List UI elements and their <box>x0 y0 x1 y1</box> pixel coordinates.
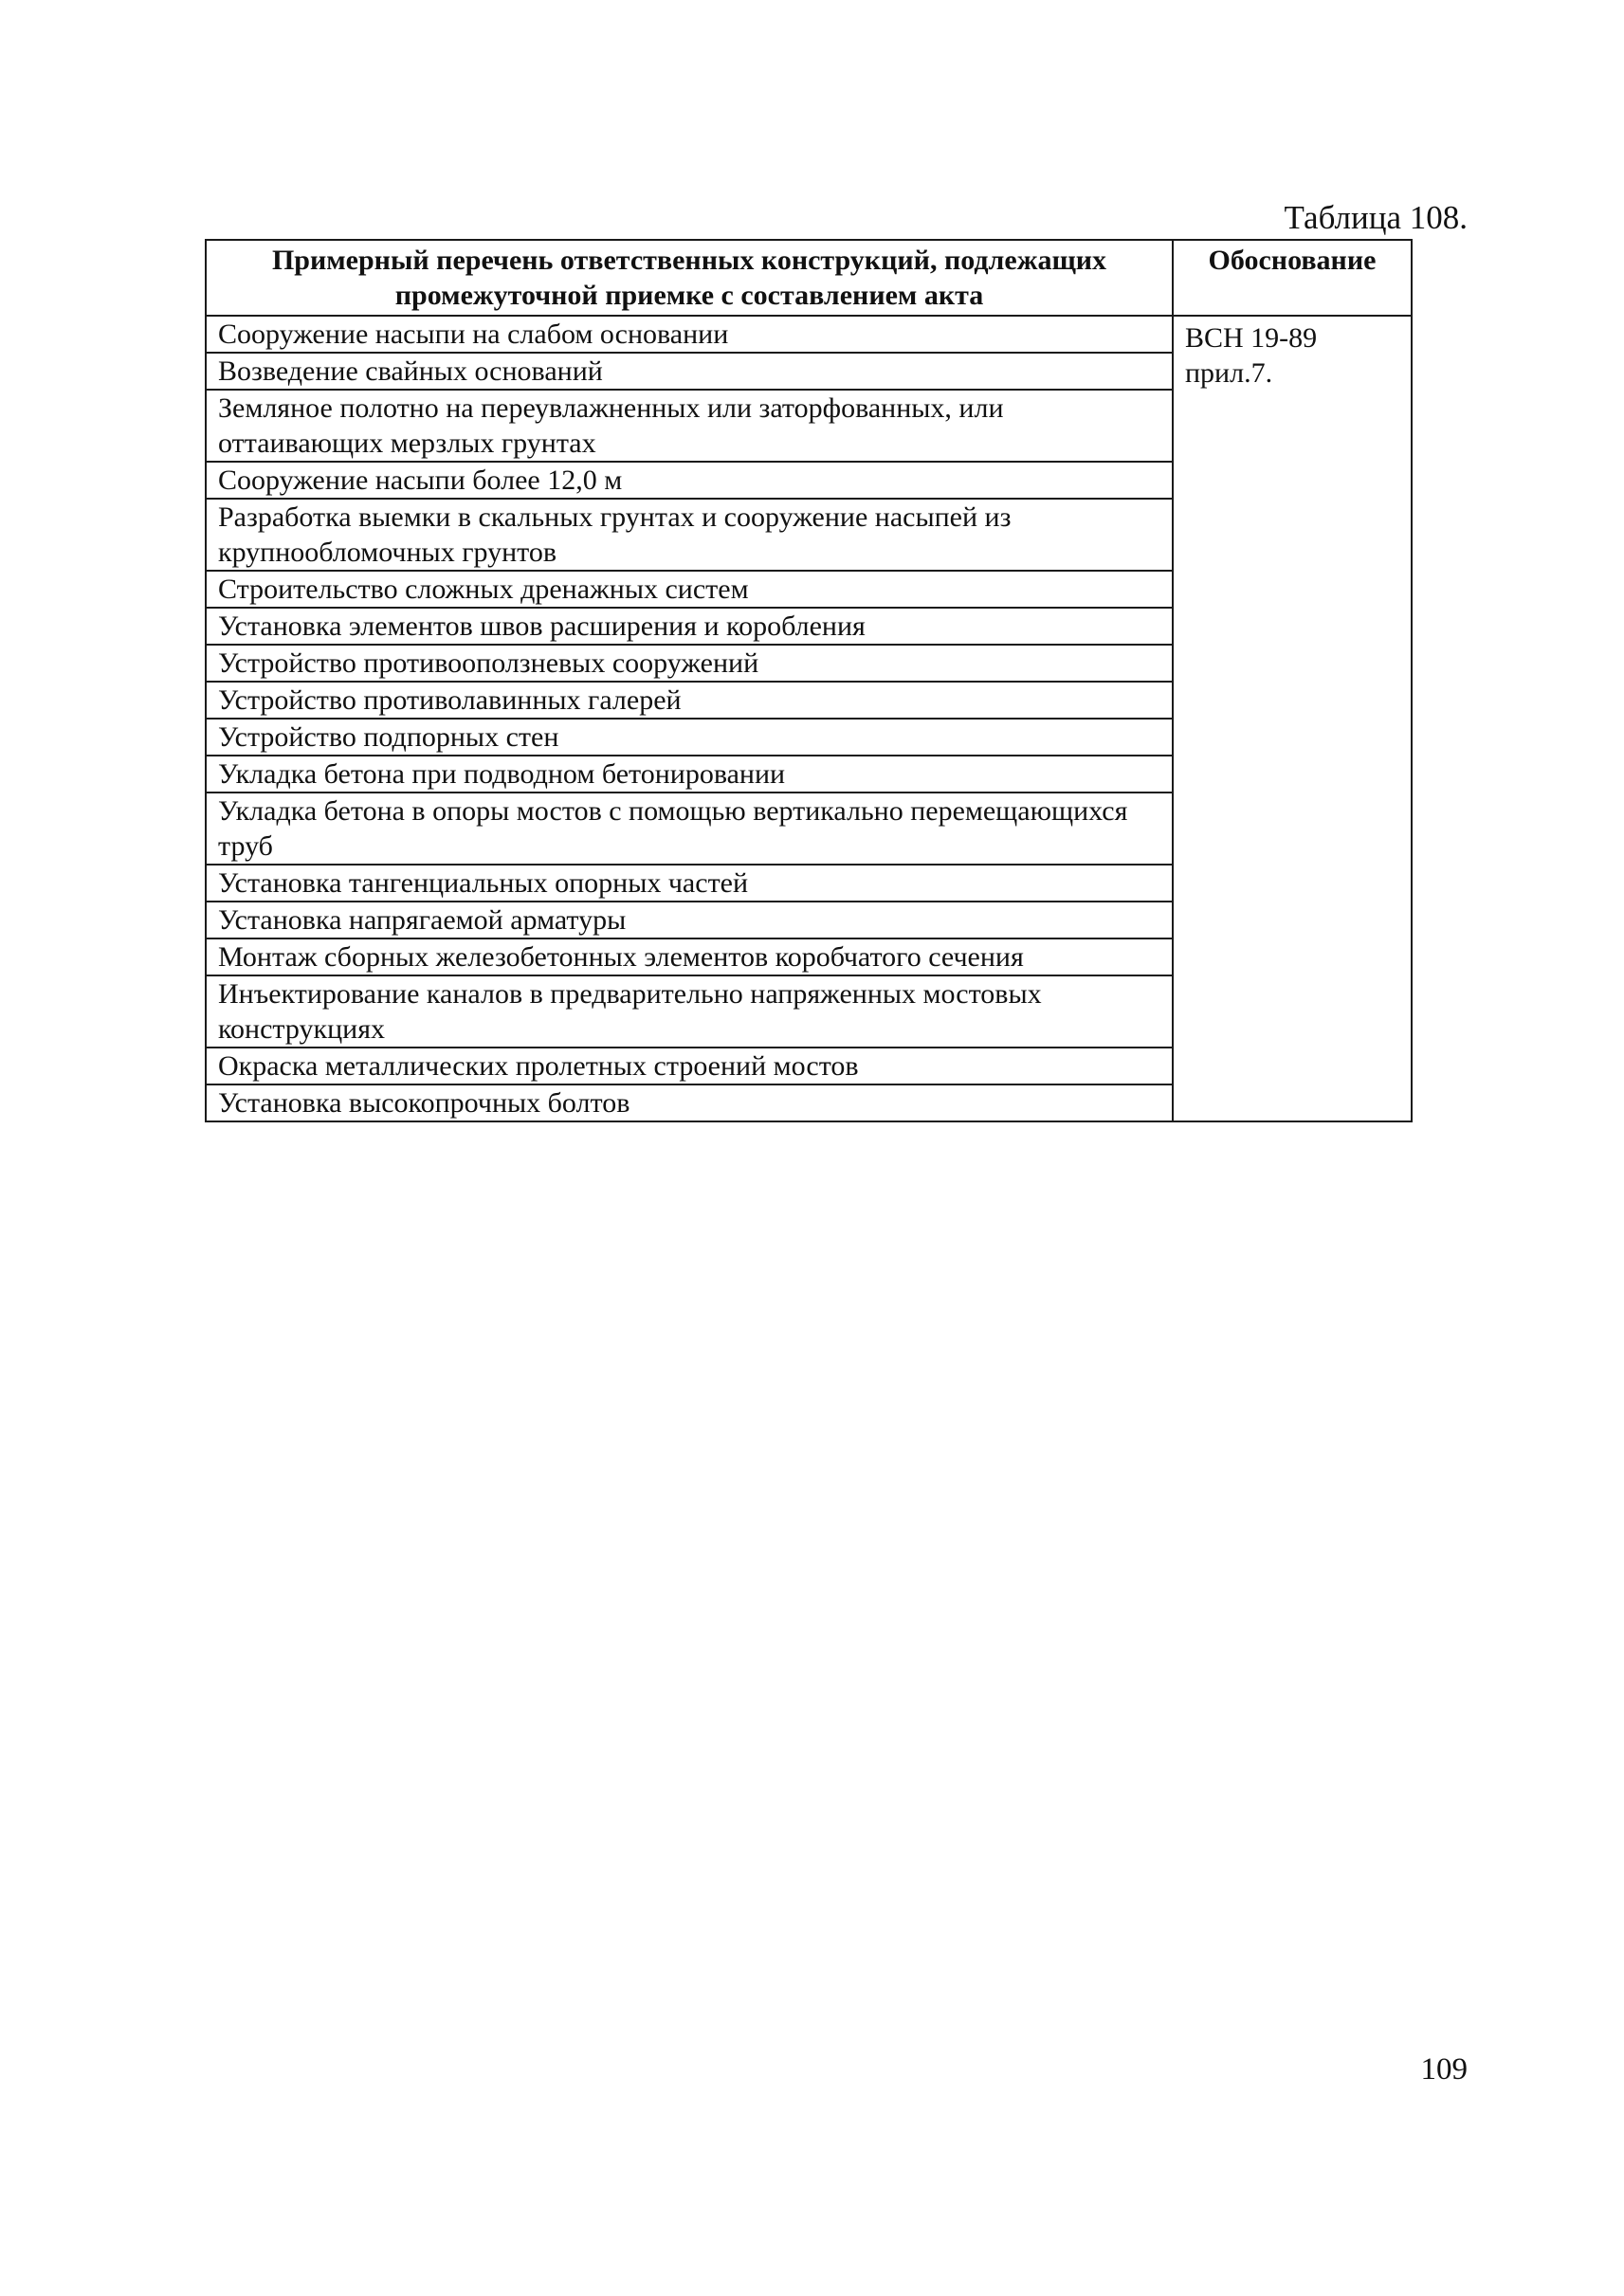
row-item: Установка тангенциальных опорных частей <box>206 865 1173 902</box>
row-item: Строительство сложных дренажных систем <box>206 571 1173 608</box>
row-item: Земляное полотно на переувлажненных или заторфованных, или оттаивающих мерзлых грунтах <box>206 390 1173 462</box>
table-header-row <box>206 240 1412 316</box>
row-item: Укладка бетона в опоры мостов с помощью вертикально перемещающихся труб <box>206 793 1173 865</box>
row-item: Возведение свайных оснований <box>206 353 1173 390</box>
header-structures-list: Примерный перечень ответственных конструкций, подлежащих промежуточной приемке с составлением акта <box>206 240 1173 316</box>
row-item: Установка элементов швов расширения и коробления <box>206 608 1173 645</box>
basis-cell <box>1173 316 1412 1121</box>
basis-appendix: прил.7. <box>1185 357 1273 389</box>
row-item: Установка напрягаемой арматуры <box>206 902 1173 938</box>
row-item: Укладка бетона при подводном бетонировании <box>206 756 1173 793</box>
row-item: Устройство противооползневых сооружений <box>206 645 1173 682</box>
structures-table <box>205 239 1413 1122</box>
row-item: Сооружение насыпи более 12,0 м <box>206 462 1173 499</box>
row-item: Устройство подпорных стен <box>206 719 1173 756</box>
basis-norm: ВСН 19-89 <box>1185 322 1318 354</box>
page-number: 109 <box>1420 2052 1468 2086</box>
table-caption: Таблица 108. <box>1284 199 1468 236</box>
row-item: Инъектирование каналов в предварительно напряженных мостовых конструкциях <box>206 975 1173 1048</box>
row-item: Монтаж сборных железобетонных элементов коробчатого сечения <box>206 938 1173 975</box>
row-item: Разработка выемки в скальных грунтах и сооружение насыпей из крупнообломочных грунтов <box>206 499 1173 571</box>
row-item: Сооружение насыпи на слабом основании <box>206 316 1173 353</box>
row-item: Окраска металлических пролетных строений мостов <box>206 1048 1173 1084</box>
header-basis: Обоснование <box>1173 240 1412 316</box>
table-row <box>206 316 1412 353</box>
row-item: Устройство противолавинных галерей <box>206 682 1173 719</box>
row-item: Установка высокопрочных болтов <box>206 1084 1173 1121</box>
